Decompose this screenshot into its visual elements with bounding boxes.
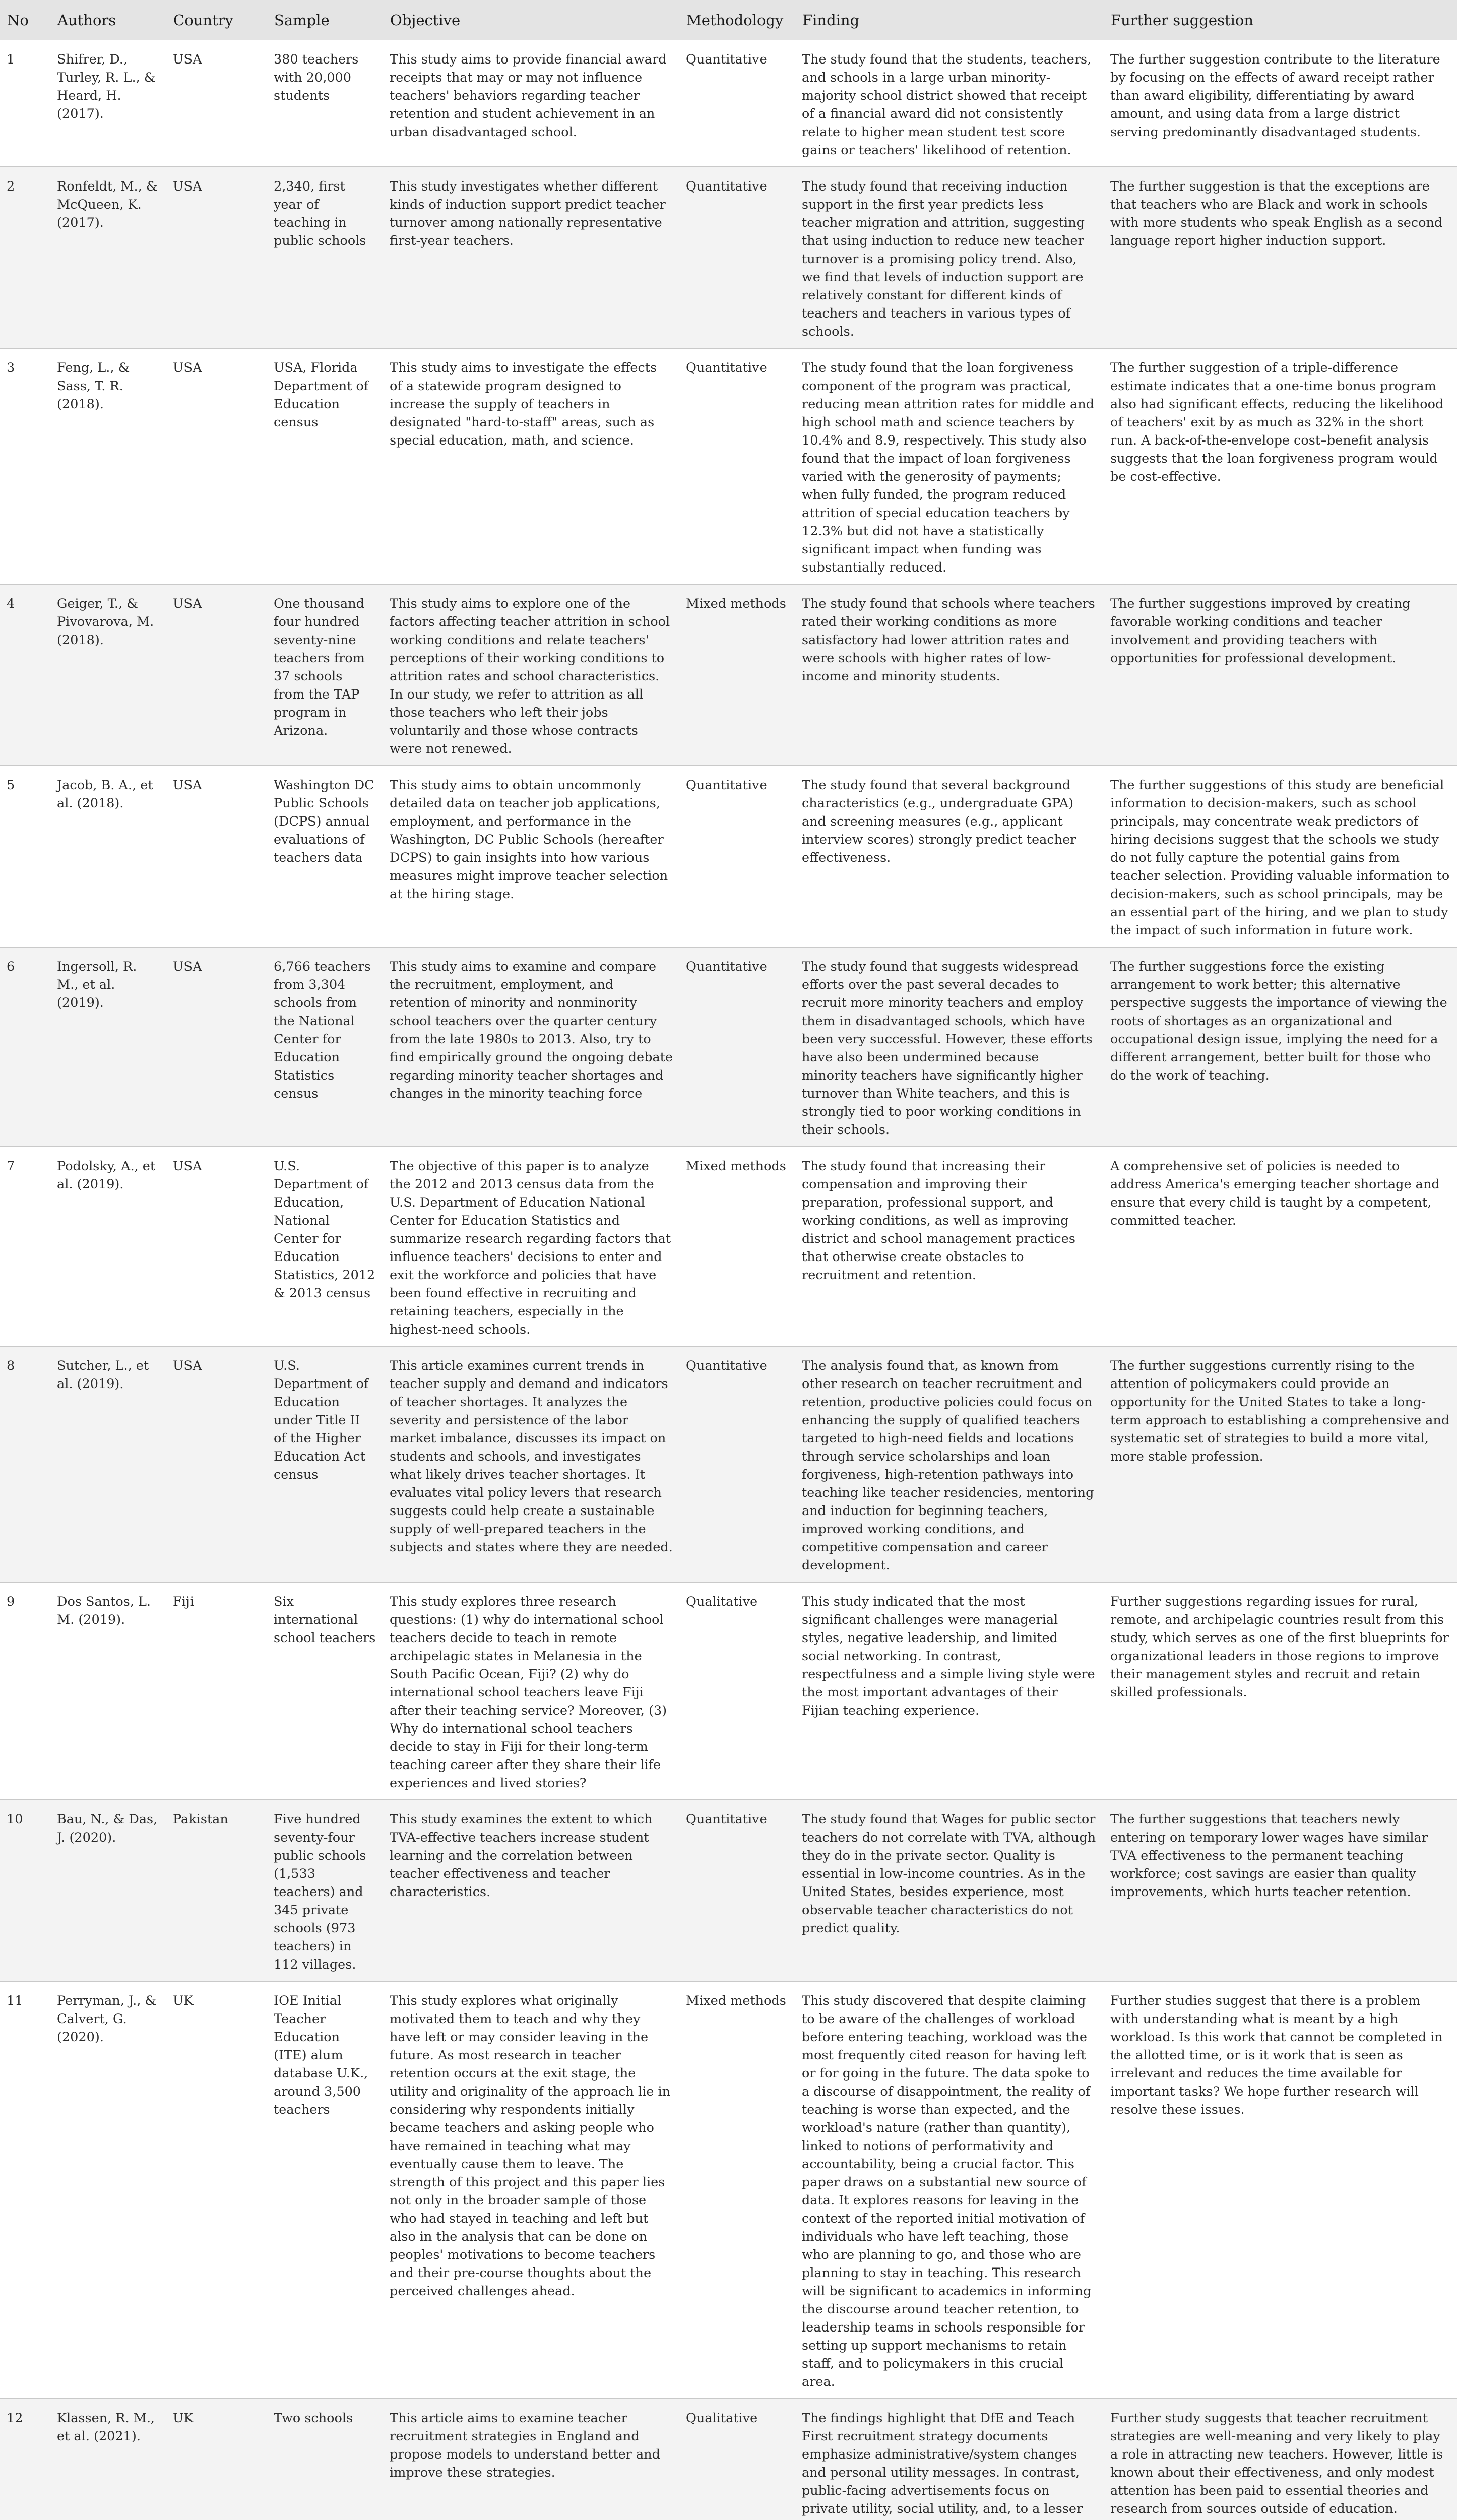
cell-methodology: Mixed methods: [679, 1147, 795, 1346]
cell-authors: Dos Santos, L. M. (2019).: [50, 1582, 166, 1800]
header-authors: Authors: [50, 0, 166, 40]
cell-objective: This article aims to examine teacher recruitment strategies in England and propose models to understand better and improve these strategies.: [383, 2399, 679, 2520]
cell-no: 10: [0, 1800, 50, 1981]
table-row: [0, 2399, 1457, 2520]
cell-authors: Shifrer, D., Turley, R. L., & Heard, H. (2017).: [50, 40, 166, 167]
cell-no: 7: [0, 1147, 50, 1346]
cell-no: 4: [0, 584, 50, 766]
cell-methodology: Quantitative: [679, 40, 795, 167]
table-row: [0, 1981, 1457, 2399]
cell-authors: Geiger, T., & Pivovarova, M. (2018).: [50, 584, 166, 766]
cell-finding: The study found that the loan forgiveness component of the program was practical, reducing mean attrition rates for middle and high school math and science teachers by 10.4% and 8.9, respectively. This study also found that the impact of loan forgiveness varied with the generosity of payments; when fully funded, the program reduced attrition of special education teachers by 12.3% but did not have a statistically significant impact when funding was substantially reduced.: [795, 348, 1104, 584]
cell-sample: Two schools: [267, 2399, 383, 2520]
cell-authors: Ingersoll, R. M., et al. (2019).: [50, 947, 166, 1147]
cell-sample: Five hundred seventy-four public schools (1,533 teachers) and 345 private schools (973 teachers) in 112 villages.: [267, 1800, 383, 1981]
table-header: [0, 0, 1457, 40]
table-row: [0, 1346, 1457, 1582]
cell-objective: This study investigates whether different kinds of induction support predict teacher turnover among nationally representative first-year teachers.: [383, 167, 679, 348]
table-row: [0, 40, 1457, 167]
table-row: [0, 348, 1457, 584]
cell-methodology: Quantitative: [679, 766, 795, 947]
cell-country: USA: [166, 348, 267, 584]
table-row: [0, 947, 1457, 1147]
cell-country: USA: [166, 766, 267, 947]
cell-finding: The study found that the students, teachers, and schools in a large urban minority-majority school district showed that receipt of a financial award did not consistently relate to higher mean student test score gains or teachers' likelihood of retention.: [795, 40, 1104, 167]
cell-no: 12: [0, 2399, 50, 2520]
cell-finding: The study found that Wages for public sector teachers do not correlate with TVA, although they do in the private sector. Quality is essential in low-income countries. As in the United States, besides experience, most observable teacher characteristics do not predict quality.: [795, 1800, 1104, 1981]
cell-country: USA: [166, 40, 267, 167]
cell-further-suggestion: The further suggestions improved by creating favorable working conditions and teacher involvement and providing teachers with opportunities for professional development.: [1104, 584, 1457, 766]
cell-methodology: Quantitative: [679, 1346, 795, 1582]
table-row: [0, 1800, 1457, 1981]
cell-methodology: Qualitative: [679, 1582, 795, 1800]
cell-authors: Perryman, J., & Calvert, G. (2020).: [50, 1981, 166, 2399]
cell-no: 6: [0, 947, 50, 1147]
cell-objective: This study explores what originally motivated them to teach and why they have left or may consider leaving in the future. As most research in teacher retention occurs at the exit stage, the utility and originality of the approach lie in considering why respondents initially became teachers and asking people who have remained in teaching what may eventually cause them to leave. The strength of this project and this paper lies not only in the broader sample of those who had stayed in teaching and left but also in the analysis that can be done on peoples' motivations to become teachers and their pre-course thoughts about the perceived challenges ahead.: [383, 1981, 679, 2399]
header-methodology: Methodology: [679, 0, 795, 40]
cell-objective: This study aims to provide financial award receipts that may or may not influence teachers' behaviors regarding teacher retention and student achievement in an urban disadvantaged school.: [383, 40, 679, 167]
cell-no: 8: [0, 1346, 50, 1582]
cell-finding: This study discovered that despite claiming to be aware of the challenges of workload before entering teaching, workload was the most frequently cited reason for having left or for going in the future. The data spoke to a discourse of disappointment, the reality of teaching is worse than expected, and the workload's nature (rather than quantity), linked to notions of performativity and accountability, being a crucial factor. This paper draws on a substantial new source of data. It explores reasons for leaving in the context of the reported initial motivation of individuals who have left teaching, those who are planning to go, and those who are planning to stay in teaching. This research will be significant to academics in informing the discourse around teacher retention, to leadership teams in schools responsible for setting up support mechanisms to retain staff, and to policymakers in this crucial area.: [795, 1981, 1104, 2399]
cell-further-suggestion: The further suggestions currently rising to the attention of policymakers could provide an opportunity for the United States to take a long-term approach to establishing a comprehensive and systematic set of strategies to build a more vital, more stable profession.: [1104, 1346, 1457, 1582]
cell-country: UK: [166, 2399, 267, 2520]
cell-sample: U.S. Department of Education, National Center for Education Statistics, 2012 & 2013 census: [267, 1147, 383, 1346]
cell-no: 3: [0, 348, 50, 584]
header-country: Country: [166, 0, 267, 40]
cell-further-suggestion: The further suggestion of a triple-difference estimate indicates that a one-time bonus program also had significant effects, reducing the likelihood of teachers' exit by as much as 32% in the short run. A back-of-the-envelope cost–benefit analysis suggests that the loan forgiveness program would be cost-effective.: [1104, 348, 1457, 584]
cell-further-suggestion: Further study suggests that teacher recruitment strategies are well-meaning and very likely to play a role in attracting new teachers. However, little is known about their effectiveness, and only modest attention has been paid to essential theories and research from sources outside of education.: [1104, 2399, 1457, 2520]
cell-no: 1: [0, 40, 50, 167]
cell-further-suggestion: The further suggestions of this study are beneficial information to decision-makers, such as school principals, may concentrate weak predictors of hiring decisions suggest that the schools we study do not fully capture the potential gains from teacher selection. Providing valuable information to decision-makers, such as school principals, may be an essential part of the hiring, and we plan to study the impact of such information in future work.: [1104, 766, 1457, 947]
cell-objective: This study examines the extent to which TVA-effective teachers increase student learning and the correlation between teacher effectiveness and teacher characteristics.: [383, 1800, 679, 1981]
header-no: No: [0, 0, 50, 40]
cell-country: Pakistan: [166, 1800, 267, 1981]
cell-methodology: Quantitative: [679, 1800, 795, 1981]
cell-no: 11: [0, 1981, 50, 2399]
cell-country: USA: [166, 947, 267, 1147]
cell-authors: Feng, L., & Sass, T. R. (2018).: [50, 348, 166, 584]
cell-methodology: Quantitative: [679, 348, 795, 584]
cell-objective: This study aims to explore one of the factors affecting teacher attrition in school working conditions and relate teachers' perceptions of their working conditions to attrition rates and school characteristics. In our study, we refer to attrition as all those teachers who left their jobs voluntarily and those whose contracts were not renewed.: [383, 584, 679, 766]
cell-authors: Klassen, R. M., et al. (2021).: [50, 2399, 166, 2520]
cell-finding: The findings highlight that DfE and Teach First recruitment strategy documents emphasize administrative/system changes and personal utility messages. In contrast, public-facing advertisements focus on private utility, social utility, and, to a lesser: [795, 2399, 1104, 2520]
cell-finding: This study indicated that the most significant challenges were managerial styles, negative leadership, and limited social networking. In contrast, respectfulness and a simple living style were the most important advantages of their Fijian teaching experience.: [795, 1582, 1104, 1800]
header-further-suggestion: Further suggestion: [1104, 0, 1457, 40]
cell-finding: The study found that schools where teachers rated their working conditions as more satisfactory had lower attrition rates and were schools with higher rates of low-income and minority students.: [795, 584, 1104, 766]
header-finding: Finding: [795, 0, 1104, 40]
cell-further-suggestion: The further suggestions force the existing arrangement to work better; this alternative perspective suggests the importance of viewing the roots of shortages as an organizational and occupational design issue, implying the need for a different arrangement, better built for those who do the work of teaching.: [1104, 947, 1457, 1147]
cell-authors: Sutcher, L., et al. (2019).: [50, 1346, 166, 1582]
table-row: [0, 1147, 1457, 1346]
cell-objective: This article examines current trends in teacher supply and demand and indicators of teacher shortages. It analyzes the severity and persistence of the labor market imbalance, discusses its impact on students and schools, and investigates what likely drives teacher shortages. It evaluates vital policy levers that research suggests could help create a sustainable supply of well-prepared teachers in the subjects and states where they are needed.: [383, 1346, 679, 1582]
cell-sample: IOE Initial Teacher Education (ITE) alum database U.K., around 3,500 teachers: [267, 1981, 383, 2399]
cell-authors: Bau, N., & Das, J. (2020).: [50, 1800, 166, 1981]
cell-no: 2: [0, 167, 50, 348]
cell-methodology: Qualitative: [679, 2399, 795, 2520]
cell-methodology: Quantitative: [679, 947, 795, 1147]
cell-further-suggestion: Further suggestions regarding issues for rural, remote, and archipelagic countries result from this study, which serves as one of the first blueprints for organizational leaders in those regions to improve their management styles and recruit and retain skilled professionals.: [1104, 1582, 1457, 1800]
cell-sample: 2,340, first year of teaching in public schools: [267, 167, 383, 348]
cell-methodology: Mixed methods: [679, 1981, 795, 2399]
cell-further-suggestion: A comprehensive set of policies is needed to address America's emerging teacher shortage and ensure that every child is taught by a competent, committed teacher.: [1104, 1147, 1457, 1346]
cell-country: UK: [166, 1981, 267, 2399]
cell-authors: Podolsky, A., et al. (2019).: [50, 1147, 166, 1346]
cell-country: USA: [166, 167, 267, 348]
cell-methodology: Quantitative: [679, 167, 795, 348]
cell-finding: The study found that suggests widespread efforts over the past several decades to recruit more minority teachers and employ them in disadvantaged schools, which have been very successful. However, these efforts have also been undermined because minority teachers have significantly higher turnover than White teachers, and this is strongly tied to poor working conditions in their schools.: [795, 947, 1104, 1147]
cell-authors: Ronfeldt, M., & McQueen, K. (2017).: [50, 167, 166, 348]
table-row: [0, 1582, 1457, 1800]
cell-finding: The study found that receiving induction support in the first year predicts less teacher migration and attrition, suggesting that using induction to reduce new teacher turnover is a promising policy trend. Also, we find that levels of induction support are relatively constant for different kinds of teachers and teachers in various types of schools.: [795, 167, 1104, 348]
header-row: [0, 0, 1457, 40]
table-body: [0, 40, 1457, 2520]
cell-sample: Washington DC Public Schools (DCPS) annual evaluations of teachers data: [267, 766, 383, 947]
cell-methodology: Mixed methods: [679, 584, 795, 766]
cell-sample: One thousand four hundred seventy-nine teachers from 37 schools from the TAP program in Arizona.: [267, 584, 383, 766]
cell-sample: 6,766 teachers from 3,304 schools from the National Center for Education Statistics census: [267, 947, 383, 1147]
cell-objective: This study aims to examine and compare the recruitment, employment, and retention of minority and nonminority school teachers over the quarter century from the late 1980s to 2013. Also, try to find empirically ground the ongoing debate regarding minority teacher shortages and changes in the minority teaching force: [383, 947, 679, 1147]
table-row: [0, 766, 1457, 947]
cell-sample: U.S. Department of Education under Title II of the Higher Education Act census: [267, 1346, 383, 1582]
cell-objective: The objective of this paper is to analyze the 2012 and 2013 census data from the U.S. Department of Education National Center for Education Statistics and summarize research regarding factors that influence teachers' decisions to enter and exit the workforce and policies that have been found effective in recruiting and retaining teachers, especially in the highest-need schools.: [383, 1147, 679, 1346]
cell-no: 9: [0, 1582, 50, 1800]
cell-sample: 380 teachers with 20,000 students: [267, 40, 383, 167]
cell-further-suggestion: The further suggestions that teachers newly entering on temporary lower wages have similar TVA effectiveness to the permanent teaching workforce; cost savings are easier than quality improvements, which hurts teacher retention.: [1104, 1800, 1457, 1981]
cell-finding: The study found that several background characteristics (e.g., undergraduate GPA) and screening measures (e.g., applicant interview scores) strongly predict teacher effectiveness.: [795, 766, 1104, 947]
cell-country: USA: [166, 584, 267, 766]
table-row: [0, 167, 1457, 348]
table-row: [0, 584, 1457, 766]
cell-sample: Six international school teachers: [267, 1582, 383, 1800]
cell-objective: This study explores three research questions: (1) why do international school teachers decide to teach in remote archipelagic states in Melanesia in the South Pacific Ocean, Fiji? (2) why do international school teachers leave Fiji after their teaching service? Moreover, (3) Why do international school teachers decide to stay in Fiji for their long-term teaching career after they share their life experiences and lived stories?: [383, 1582, 679, 1800]
cell-country: USA: [166, 1147, 267, 1346]
cell-objective: This study aims to investigate the effects of a statewide program designed to increase the supply of teachers in designated "hard-to-staff" areas, such as special education, math, and science.: [383, 348, 679, 584]
cell-further-suggestion: The further suggestion is that the exceptions are that teachers who are Black and work in schools with more students who speak English as a second language report higher induction support.: [1104, 167, 1457, 348]
cell-no: 5: [0, 766, 50, 947]
cell-country: USA: [166, 1346, 267, 1582]
header-sample: Sample: [267, 0, 383, 40]
cell-finding: The analysis found that, as known from other research on teacher recruitment and retention, productive policies could focus on enhancing the supply of qualified teachers targeted to high-need fields and locations through service scholarships and loan forgiveness, high-retention pathways into teaching like teacher residencies, mentoring and induction for beginning teachers, improved working conditions, and competitive compensation and career development.: [795, 1346, 1104, 1582]
cell-finding: The study found that increasing their compensation and improving their preparation, professional support, and working conditions, as well as improving district and school management practices that otherwise create obstacles to recruitment and retention.: [795, 1147, 1104, 1346]
cell-further-suggestion: The further suggestion contribute to the literature by focusing on the effects of award receipt rather than award eligibility, differentiating by award amount, and using data from a large district serving predominantly disadvantaged students.: [1104, 40, 1457, 167]
cell-authors: Jacob, B. A., et al. (2018).: [50, 766, 166, 947]
cell-objective: This study aims to obtain uncommonly detailed data on teacher job applications, employment, and performance in the Washington, DC Public Schools (hereafter DCPS) to gain insights into how various measures might improve teacher selection at the hiring stage.: [383, 766, 679, 947]
cell-further-suggestion: Further studies suggest that there is a problem with understanding what is meant by a high workload. Is this work that cannot be completed in the allotted time, or is it work that is seen as irrelevant and reduces the time available for important tasks? We hope further research will resolve these issues.: [1104, 1981, 1457, 2399]
cell-sample: USA, Florida Department of Education census: [267, 348, 383, 584]
cell-country: Fiji: [166, 1582, 267, 1800]
header-objective: Objective: [383, 0, 679, 40]
